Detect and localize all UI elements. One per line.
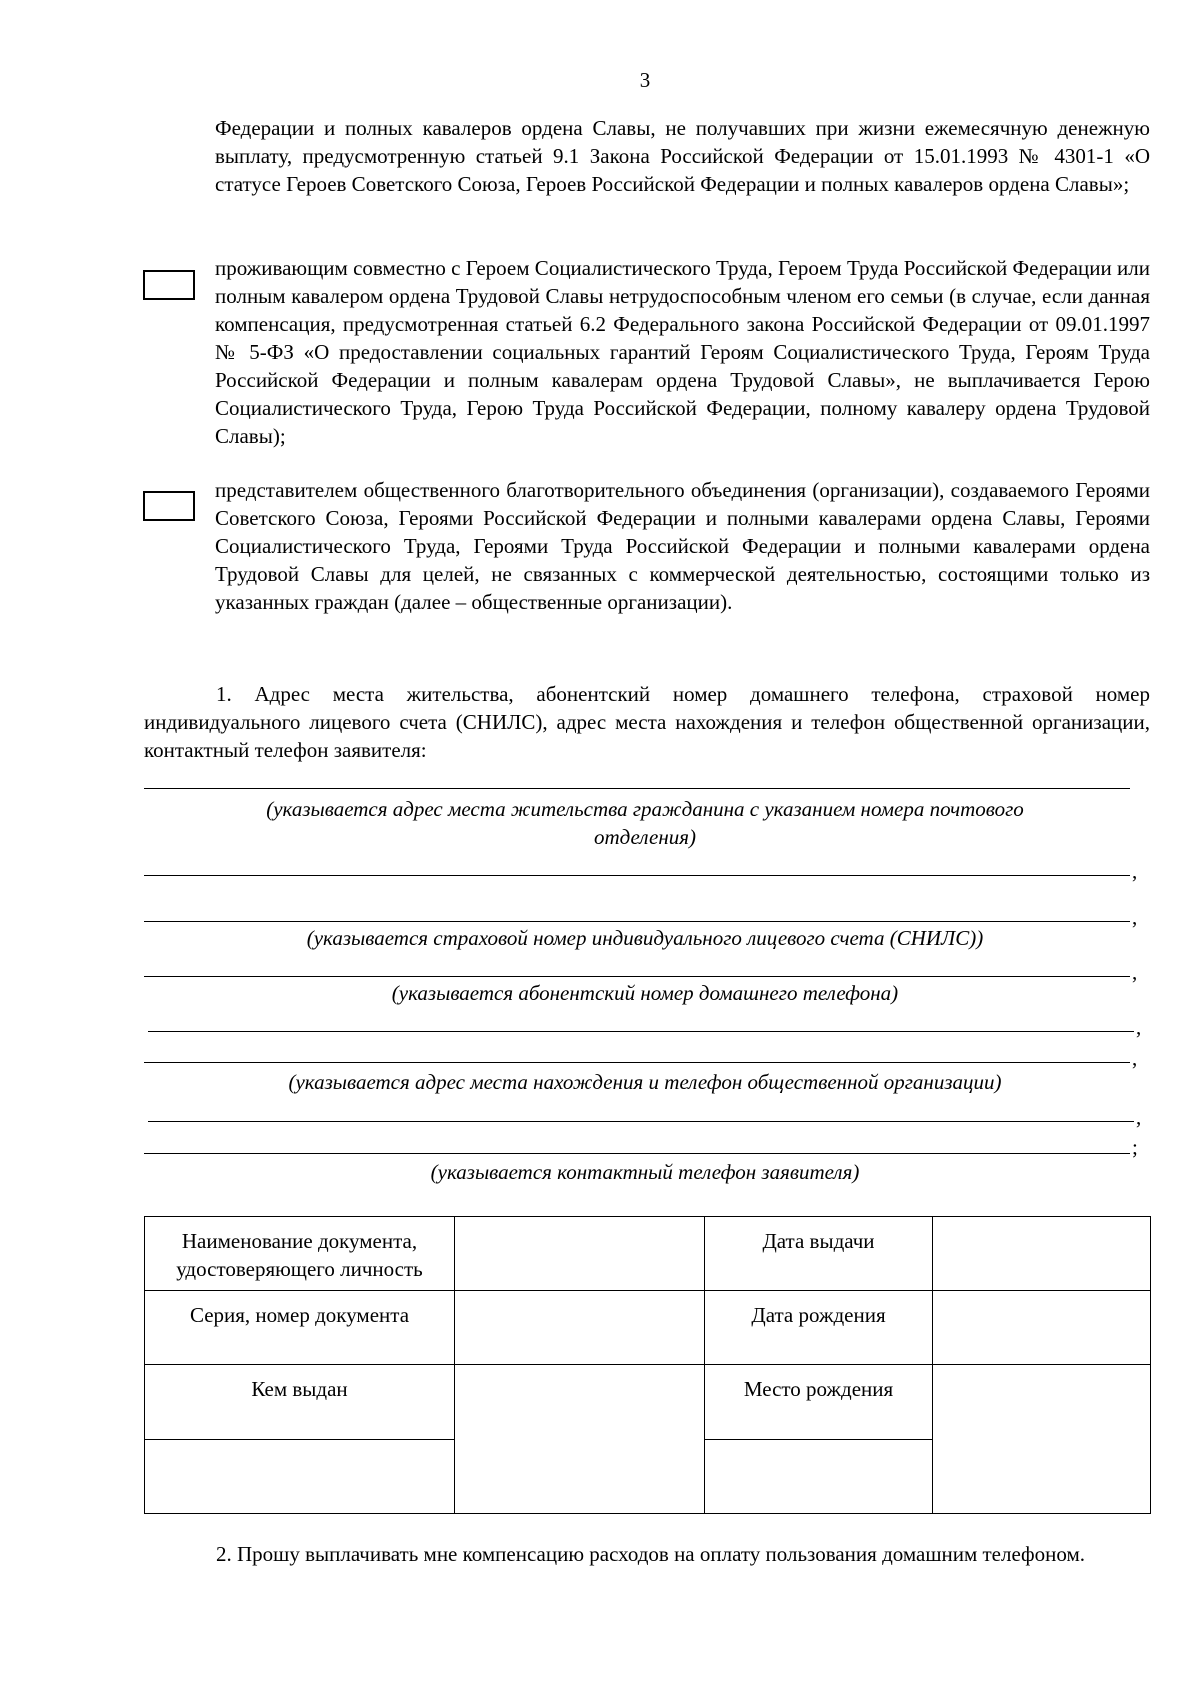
page-number: 3 — [639, 68, 651, 92]
checkbox-family-member[interactable] — [143, 270, 195, 300]
comma-5: , — [1132, 1046, 1138, 1070]
series-number-label: Серия, номер документа — [145, 1291, 455, 1365]
org-line-2[interactable] — [148, 1121, 1134, 1122]
comma-1: , — [1132, 859, 1138, 883]
paragraph-heroes-cont: Федерации и полных кавалеров ордена Славы, не получавших при жизни ежемесячную денежную выплату, предусмотренную статьей 9.1 Закона Российской Федерации от 15.01.1993 № 4301-1 «О статусе Героев Советского Союза, Героев Российской Федерации и полных кавалеров ордена Славы»; — [215, 116, 1150, 196]
doc-name-label: Наименование документа, удостоверяющего личность — [145, 1217, 455, 1291]
series-number-value[interactable] — [455, 1291, 705, 1365]
snils-line[interactable] — [144, 921, 1130, 922]
issue-date-value[interactable] — [933, 1217, 1151, 1291]
home-phone-line[interactable] — [144, 976, 1130, 977]
address-hint: (указывается адрес места жительства гражданина с указанием номера почтового отделения) — [266, 797, 1024, 849]
org-line[interactable] — [144, 1062, 1130, 1063]
contact-phone-line[interactable] — [144, 1153, 1130, 1154]
home-phone-line-2[interactable] — [148, 1031, 1134, 1032]
birth-place-label: Место рождения — [705, 1365, 933, 1440]
comma-6: , — [1136, 1105, 1142, 1129]
paragraph-family-member: проживающим совместно с Героем Социалистического Труда, Героем Труда Российской Федерации или полным кавалером ордена Трудовой Славы нетрудоспособным членом его семьи (в случае, если данная компенсация, предусмотренная статьей 6.2 Федерального закона Российской Федерации от 09.01.1997 № 5-ФЗ «О предоставлении социальных гарантий Героям Социалистического Труда, Героям Труда Российской Федерации и полным кавалерам ордена Трудовой Славы», не выплачивается Герою Социалистического Труда, Герою Труда Российской Федерации, полному кавалеру ордена Трудовой Славы); — [215, 256, 1150, 448]
birth-date-label: Дата рождения — [705, 1291, 933, 1365]
item-1-text: 1. Адрес места жительства, абонентский номер домашнего телефона, страховой номер индивидуального лицевого счета (СНИЛС), адрес места нахождения и телефон общественной организации, контактный телефон заявителя: — [144, 682, 1150, 762]
birth-place-value[interactable] — [933, 1365, 1151, 1514]
comma-4: , — [1136, 1015, 1142, 1039]
snils-hint: (указывается страховой номер индивидуального лицевого счета (СНИЛС)) — [306, 926, 984, 950]
semicolon: ; — [1132, 1135, 1138, 1159]
birth-place-extra[interactable] — [705, 1440, 933, 1514]
issued-by-extra[interactable] — [145, 1440, 455, 1514]
item-2-text: 2. Прошу выплачивать мне компенсацию расходов на оплату пользования домашним телефоном. — [216, 1542, 1086, 1566]
address-line-2[interactable] — [144, 875, 1130, 876]
issued-by-value[interactable] — [455, 1365, 705, 1514]
comma-2: , — [1132, 905, 1138, 929]
identity-document-table — [144, 1216, 1151, 1514]
address-line[interactable] — [144, 788, 1130, 789]
issued-by-label: Кем выдан — [145, 1365, 455, 1440]
org-hint: (указывается адрес места нахождения и телефон общественной организации) — [288, 1070, 1002, 1094]
doc-name-value[interactable] — [455, 1217, 705, 1291]
home-phone-hint: (указывается абонентский номер домашнего телефона) — [391, 981, 899, 1005]
checkbox-organization-rep[interactable] — [143, 491, 195, 521]
contact-phone-hint: (указывается контактный телефон заявителя) — [430, 1160, 860, 1184]
birth-date-value[interactable] — [933, 1291, 1151, 1365]
paragraph-organization-rep: представителем общественного благотворительного объединения (организации), создаваемого Героями Советского Союза, Героями Российской Федерации и полными кавалерами ордена Славы, Героями Социалистического Труда, Героями Труда Российской Федерации и полными кавалерами ордена Трудовой Славы для целей, не связанных с коммерческой деятельностью, состоящими только из указанных граждан (далее – общественные организации). — [215, 478, 1150, 614]
comma-3: , — [1132, 960, 1138, 984]
issue-date-label: Дата выдачи — [705, 1217, 933, 1291]
